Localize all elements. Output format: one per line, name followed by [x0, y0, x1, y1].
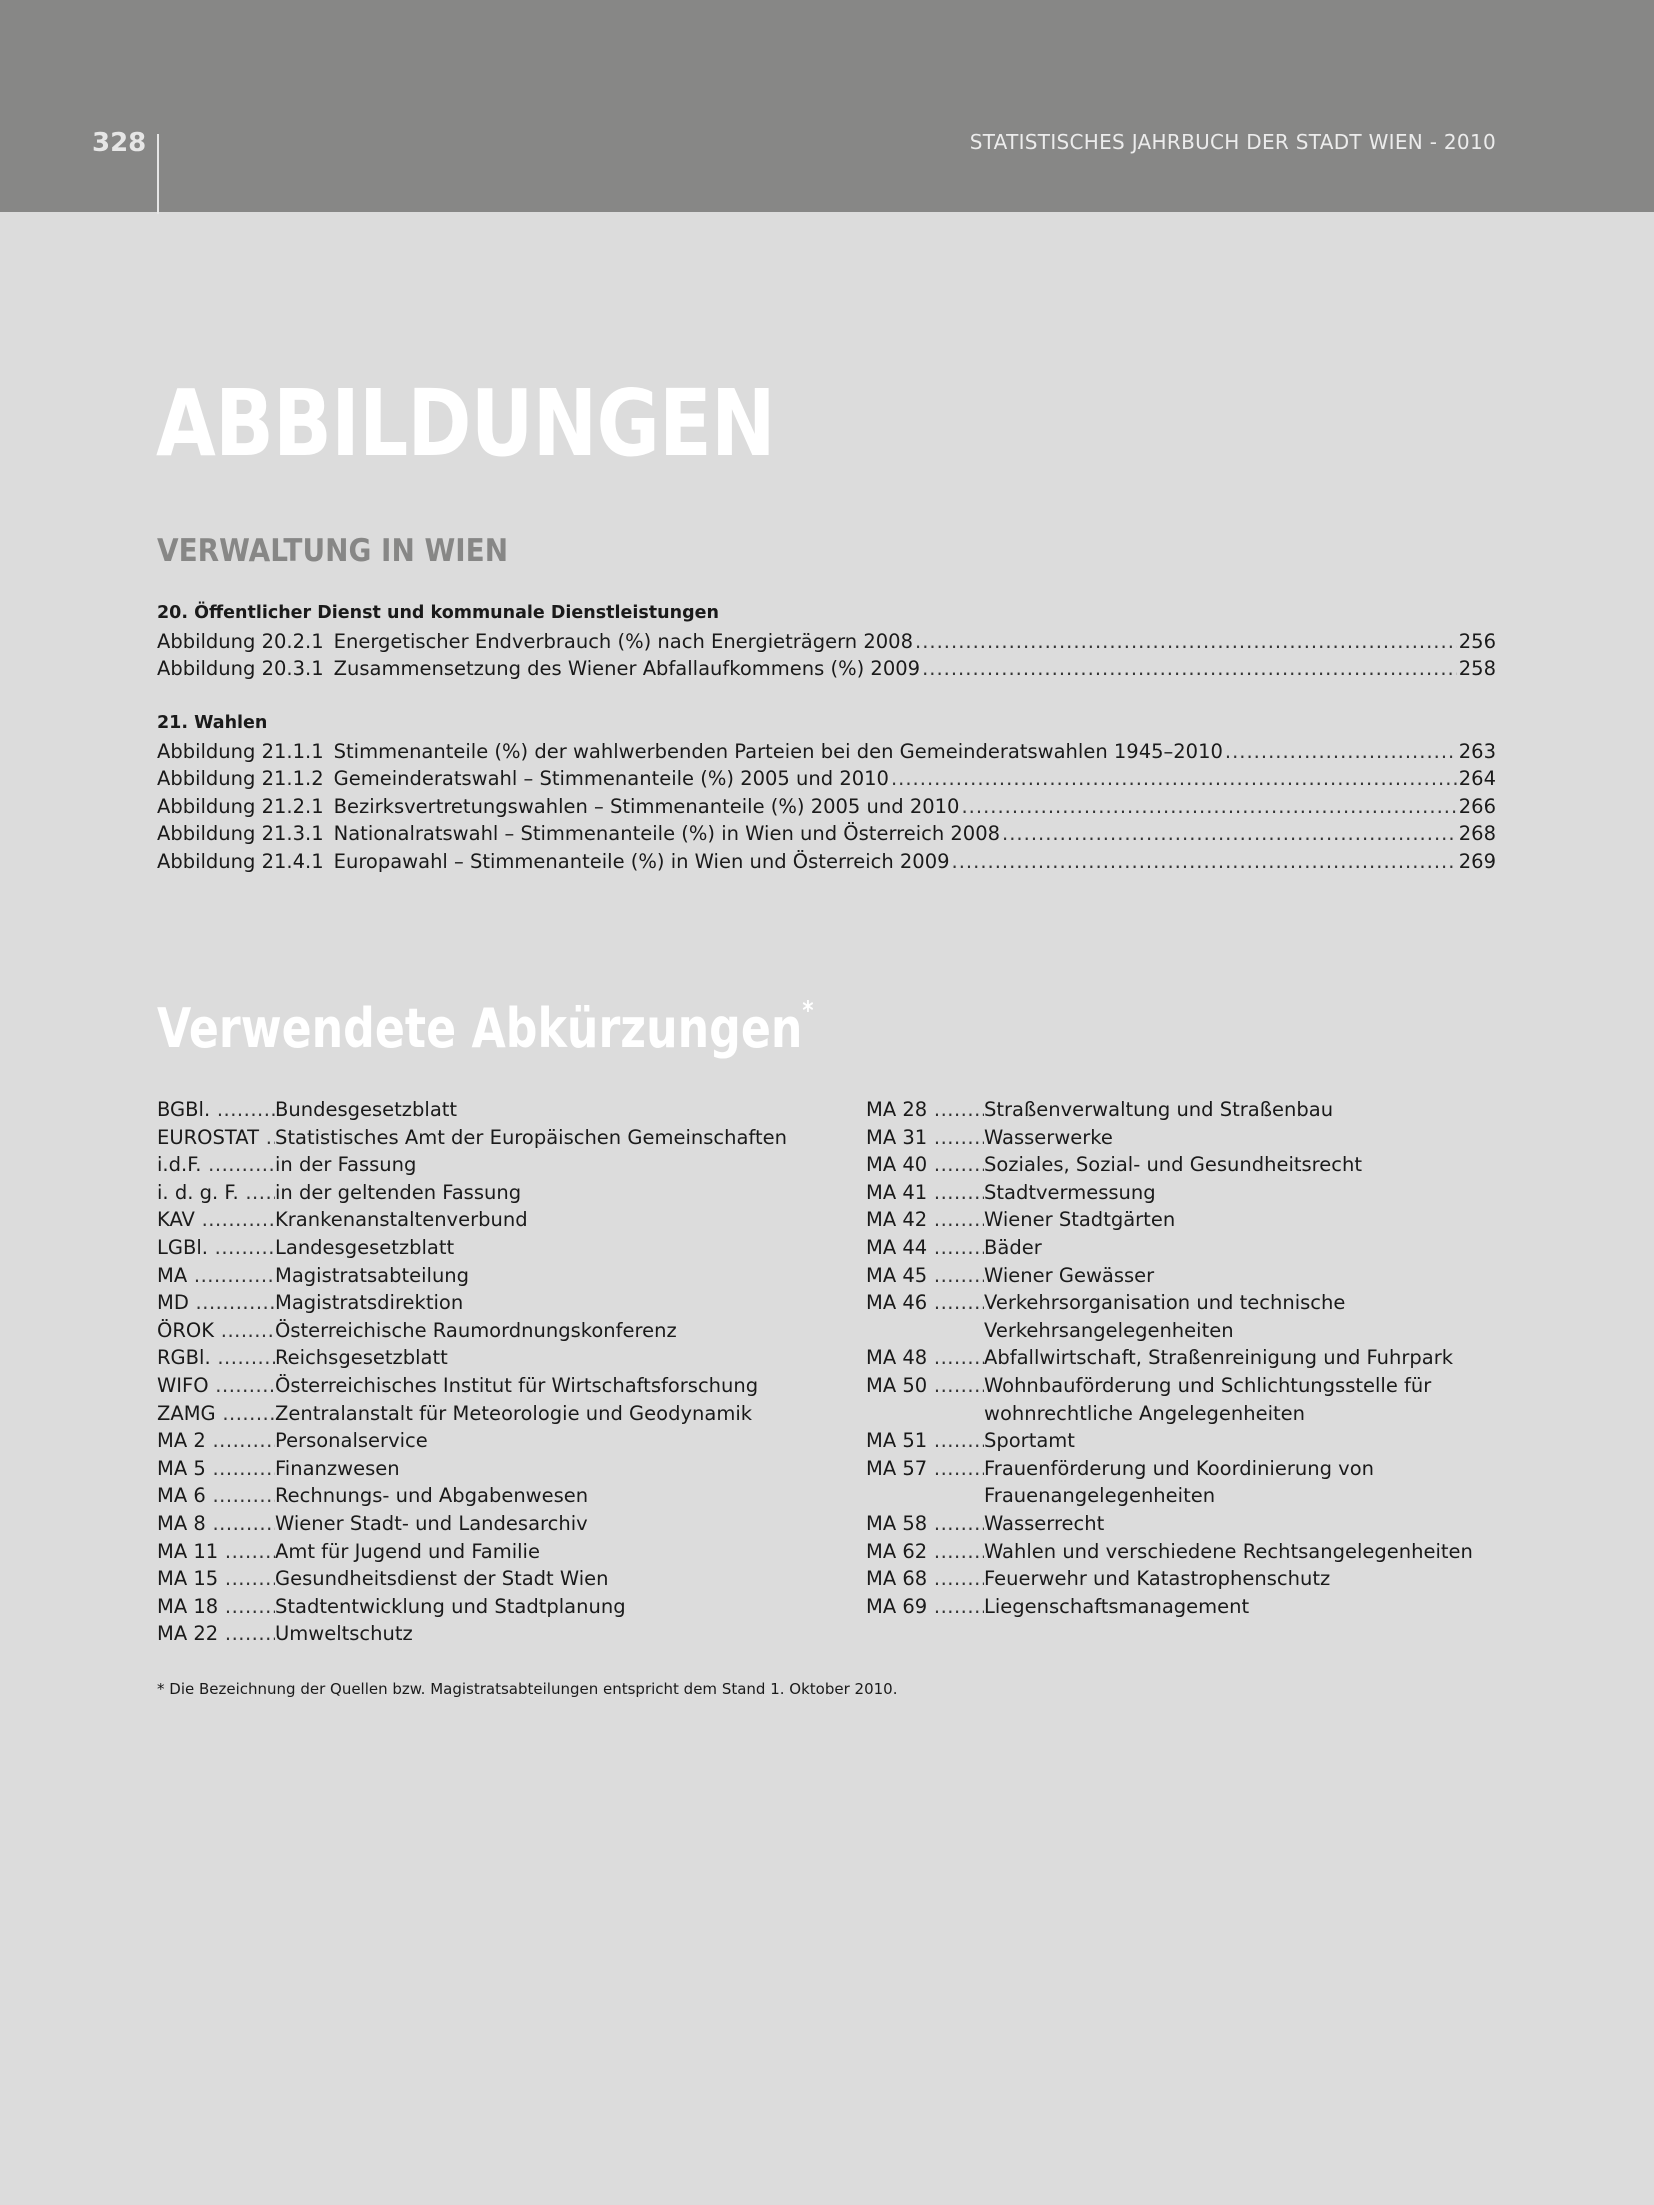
abbreviation-row — [157, 1510, 847, 1538]
abbreviation-value: Landesgesetzblatt — [275, 1235, 455, 1259]
toc-entry-title: Stimmenanteile (%) der wahlwerbenden Parteien bei den Gemeinderatswahlen 1945–2010 — [333, 739, 1223, 763]
toc-entry[interactable] — [157, 793, 1496, 821]
abbreviation-row — [157, 1234, 847, 1262]
abbreviation-row — [866, 1565, 1506, 1593]
abbreviation-value: Personalservice — [275, 1429, 428, 1453]
abbreviation-row — [157, 1317, 847, 1345]
abbreviation-row — [157, 1206, 847, 1234]
abbreviation-value: in der Fassung — [275, 1153, 417, 1177]
abbreviation-row — [157, 1344, 847, 1372]
abbreviation-row — [866, 1510, 1506, 1538]
page-number: 328 — [92, 128, 147, 158]
abbreviation-value: Bäder — [984, 1235, 1042, 1259]
abbreviation-key: ÖROK ..... — [157, 1317, 275, 1345]
toc-entry-title: Bezirksvertretungswahlen – Stimmenanteile (%) 2005 und 2010 — [333, 794, 960, 818]
abbreviation-value: Soziales, Sozial- und Gesundheitsrecht — [984, 1153, 1362, 1177]
abbreviation-key: EUROSTAT ..... — [157, 1124, 275, 1152]
abbreviation-value: Rechnungs- und Abgabenwesen — [275, 1484, 589, 1508]
abbreviation-row — [157, 1593, 847, 1621]
abbreviation-key: MA ..... — [157, 1262, 275, 1290]
abbreviation-value: Abfallwirtschaft, Straßenreinigung und Fuhrpark — [984, 1346, 1454, 1370]
abbreviation-value: Straßenverwaltung und Straßenbau — [984, 1098, 1334, 1121]
abbreviation-value: Krankenanstaltenverbund — [275, 1208, 528, 1232]
toc-entry[interactable] — [157, 655, 1496, 683]
abbreviation-value: Stadtentwicklung und Stadtplanung — [275, 1594, 626, 1618]
abbreviation-value: Wasserwerke — [984, 1125, 1113, 1149]
abbreviation-key: MA 40 ..... — [866, 1151, 984, 1179]
toc-entry-page: 258 — [1458, 657, 1496, 681]
abbreviation-row — [157, 1427, 847, 1455]
abbreviation-key: MA 5 ..... — [157, 1455, 275, 1483]
abbreviation-row — [157, 1151, 847, 1179]
toc-entry-page: 266 — [1458, 794, 1496, 818]
abbreviation-row — [157, 1400, 847, 1428]
abbreviation-key: MA 62 ..... — [866, 1538, 984, 1566]
toc-entry-title: Zusammensetzung des Wiener Abfallaufkommens (%) 2009 — [333, 657, 921, 681]
abbreviation-row — [157, 1124, 847, 1152]
abbreviation-value: Umweltschutz — [275, 1622, 413, 1646]
abbreviation-row — [866, 1124, 1506, 1152]
abbreviation-value: Feuerwehr und Katastrophenschutz — [984, 1567, 1331, 1591]
abbreviation-row — [157, 1289, 847, 1317]
abbreviation-value: Österreichische Raumordnungskonferenz — [275, 1318, 677, 1342]
toc-entry-label: Abbildung 21.3.1 — [157, 822, 324, 846]
abbreviation-value: Zentralanstalt für Meteorologie und Geodynamik — [275, 1401, 753, 1425]
toc-entry-page: 263 — [1458, 739, 1496, 763]
abbreviation-value: Wiener Gewässer — [984, 1263, 1155, 1287]
dot-leader — [922, 655, 1457, 683]
abbreviation-key: MA 22 ..... — [157, 1620, 275, 1648]
abbreviation-value: Statistisches Amt der Europäischen Gemeinschaften — [275, 1125, 787, 1149]
toc-entry[interactable] — [157, 628, 1496, 656]
toc-entry-label: Abbildung 21.4.1 — [157, 849, 324, 873]
toc-entry[interactable] — [157, 848, 1496, 876]
abbreviation-value: Stadtvermessung — [984, 1180, 1156, 1204]
abbreviation-key: BGBl. ..... — [157, 1096, 275, 1124]
abbreviation-value: Sportamt — [984, 1429, 1075, 1453]
abbreviation-row — [157, 1096, 847, 1124]
abbreviation-key: MA 18 ..... — [157, 1593, 275, 1621]
abbreviation-value: in der geltenden Fassung — [275, 1180, 522, 1204]
dot-leader — [915, 628, 1457, 656]
abbreviation-row — [157, 1538, 847, 1566]
abbreviation-value: Wiener Stadt- und Landesarchiv — [275, 1511, 588, 1535]
toc-entry-label: Abbildung 21.1.2 — [157, 767, 324, 791]
toc-entry-label: Abbildung 21.1.1 — [157, 739, 324, 763]
abbreviation-row — [866, 1151, 1506, 1179]
abbreviation-value: Gesundheitsdienst der Stadt Wien — [275, 1567, 609, 1591]
abbreviation-key: MA 68 ..... — [866, 1565, 984, 1593]
abbreviation-value: Wahlen und verschiedene Rechtsangelegenheiten — [984, 1539, 1473, 1563]
abbreviation-key: RGBl. ..... — [157, 1344, 275, 1372]
abbreviation-row — [866, 1234, 1506, 1262]
abbreviation-value: Magistratsabteilung — [275, 1263, 470, 1287]
footnote-marker: * — [802, 996, 814, 1026]
abbreviation-key: MA 8 ..... — [157, 1510, 275, 1538]
abbreviation-value: Verkehrsorganisation und technische Verkehrsangelegenheiten — [984, 1291, 1346, 1342]
dot-leader — [1002, 820, 1457, 848]
abbreviation-key: i.d.F. ..... — [157, 1151, 275, 1179]
toc-entry[interactable] — [157, 738, 1496, 766]
abbreviation-key: LGBl. ..... — [157, 1234, 275, 1262]
abbreviation-key: MA 2 ..... — [157, 1427, 275, 1455]
section-title: VERWALTUNG IN WIEN — [157, 533, 509, 569]
toc-entry-title: Energetischer Endverbrauch (%) nach Energieträgern 2008 — [333, 629, 913, 653]
abbreviation-row — [866, 1455, 1506, 1510]
main-title: ABBILDUNGEN — [156, 370, 775, 477]
abbreviation-key: MA 28 ..... — [866, 1096, 984, 1124]
toc-group-21 — [157, 710, 1496, 876]
abbreviation-key: i. d. g. F. ..... — [157, 1179, 275, 1207]
abbreviations-title — [157, 996, 814, 1060]
toc-entry-page: 256 — [1458, 629, 1496, 653]
abbreviation-value: Bundesgesetzblatt — [275, 1098, 458, 1121]
abbreviation-value: Liegenschaftsmanagement — [984, 1594, 1250, 1618]
abbreviation-row — [157, 1620, 847, 1648]
dot-leader — [1225, 738, 1457, 766]
abbreviation-key: MA 57 ..... — [866, 1455, 984, 1483]
dot-leader — [952, 848, 1457, 876]
abbreviation-key: MA 11 ..... — [157, 1538, 275, 1566]
toc-entry-label: Abbildung 21.2.1 — [157, 794, 324, 818]
toc-entry-label: Abbildung 20.2.1 — [157, 629, 324, 653]
toc-group-20 — [157, 600, 1496, 683]
abbreviation-key: MA 15 ..... — [157, 1565, 275, 1593]
abbreviation-row — [866, 1096, 1506, 1124]
abbreviation-row — [866, 1179, 1506, 1207]
toc-entry-title: Europawahl – Stimmenanteile (%) in Wien und Österreich 2009 — [333, 849, 950, 873]
abbreviation-key: MA 44 ..... — [866, 1234, 984, 1262]
abbreviation-key: MA 58 ..... — [866, 1510, 984, 1538]
abbreviation-row — [866, 1289, 1506, 1344]
abbreviations-right-column — [866, 1096, 1506, 1620]
abbreviation-key: MA 48 ..... — [866, 1344, 984, 1372]
abbreviation-value: Wiener Stadtgärten — [984, 1208, 1176, 1232]
toc-entry[interactable] — [157, 820, 1496, 848]
abbreviation-row — [157, 1179, 847, 1207]
abbreviation-value: Wohnbauförderung und Schlichtungsstelle für wohnrechtliche Angelegenheiten — [984, 1373, 1432, 1425]
header-divider — [157, 134, 159, 214]
abbreviations-left-column — [157, 1096, 847, 1648]
abbreviation-row — [157, 1262, 847, 1290]
toc-entry-title: Nationalratswahl – Stimmenanteile (%) in Wien und Österreich 2008 — [333, 822, 1001, 846]
footnote: * Die Bezeichnung der Quellen bzw. Magistratsabteilungen entspricht dem Stand 1. Oktober 2010. — [157, 1680, 898, 1698]
abbreviation-row — [157, 1372, 847, 1400]
toc-entry-label: Abbildung 20.3.1 — [157, 657, 324, 681]
toc-group-title: 20. Öffentlicher Dienst und kommunale Dienstleistungen — [157, 603, 719, 623]
abbreviation-row — [866, 1593, 1506, 1621]
abbreviation-key: MA 69 ..... — [866, 1593, 984, 1621]
abbreviation-row — [157, 1482, 847, 1510]
toc-entry-page: 268 — [1458, 822, 1496, 846]
toc-entry-page: 264 — [1458, 767, 1496, 791]
abbreviation-key: ZAMG ..... — [157, 1400, 275, 1428]
dot-leader — [891, 765, 1457, 793]
toc-entry[interactable] — [157, 765, 1496, 793]
abbreviation-value: Amt für Jugend und Familie — [275, 1539, 540, 1563]
abbreviation-row — [866, 1427, 1506, 1455]
abbreviations-title-text: Verwendete Abkürzungen — [157, 997, 803, 1060]
abbreviation-key: MA 6 ..... — [157, 1482, 275, 1510]
header-band — [0, 0, 1654, 212]
abbreviation-row — [866, 1372, 1506, 1427]
abbreviation-row — [866, 1538, 1506, 1566]
abbreviation-row — [866, 1344, 1506, 1372]
abbreviation-value: Wasserrecht — [984, 1511, 1105, 1535]
toc-group-title: 21. Wahlen — [157, 713, 268, 733]
running-head: STATISTISCHES JAHRBUCH DER STADT WIEN - 2010 — [969, 130, 1496, 154]
abbreviation-row — [157, 1455, 847, 1483]
abbreviation-value: Österreichisches Institut für Wirtschaftsforschung — [275, 1373, 759, 1397]
abbreviation-key: MA 42 ..... — [866, 1206, 984, 1234]
toc-entry-title: Gemeinderatswahl – Stimmenanteile (%) 2005 und 2010 — [333, 767, 889, 791]
abbreviation-value: Frauenförderung und Koordinierung von Frauenangelegenheiten — [984, 1456, 1374, 1508]
abbreviation-key: KAV ..... — [157, 1206, 275, 1234]
abbreviation-row — [157, 1565, 847, 1593]
abbreviation-value: Magistratsdirektion — [275, 1291, 464, 1315]
abbreviation-key: MA 31 ..... — [866, 1124, 984, 1152]
dot-leader — [961, 793, 1456, 821]
abbreviation-row — [866, 1262, 1506, 1290]
abbreviation-key: MA 45 ..... — [866, 1262, 984, 1290]
abbreviation-key: MA 51 ..... — [866, 1427, 984, 1455]
abbreviation-value: Reichsgesetzblatt — [275, 1346, 448, 1370]
abbreviation-value: Finanzwesen — [275, 1456, 400, 1480]
abbreviation-key: MA 46 ..... — [866, 1289, 984, 1317]
abbreviation-row — [866, 1206, 1506, 1234]
abbreviation-key: MA 50 ..... — [866, 1372, 984, 1400]
abbreviation-key: MD ..... — [157, 1289, 275, 1317]
abbreviation-key: WIFO ..... — [157, 1372, 275, 1400]
toc-entry-page: 269 — [1458, 849, 1496, 873]
abbreviation-key: MA 41 ..... — [866, 1179, 984, 1207]
